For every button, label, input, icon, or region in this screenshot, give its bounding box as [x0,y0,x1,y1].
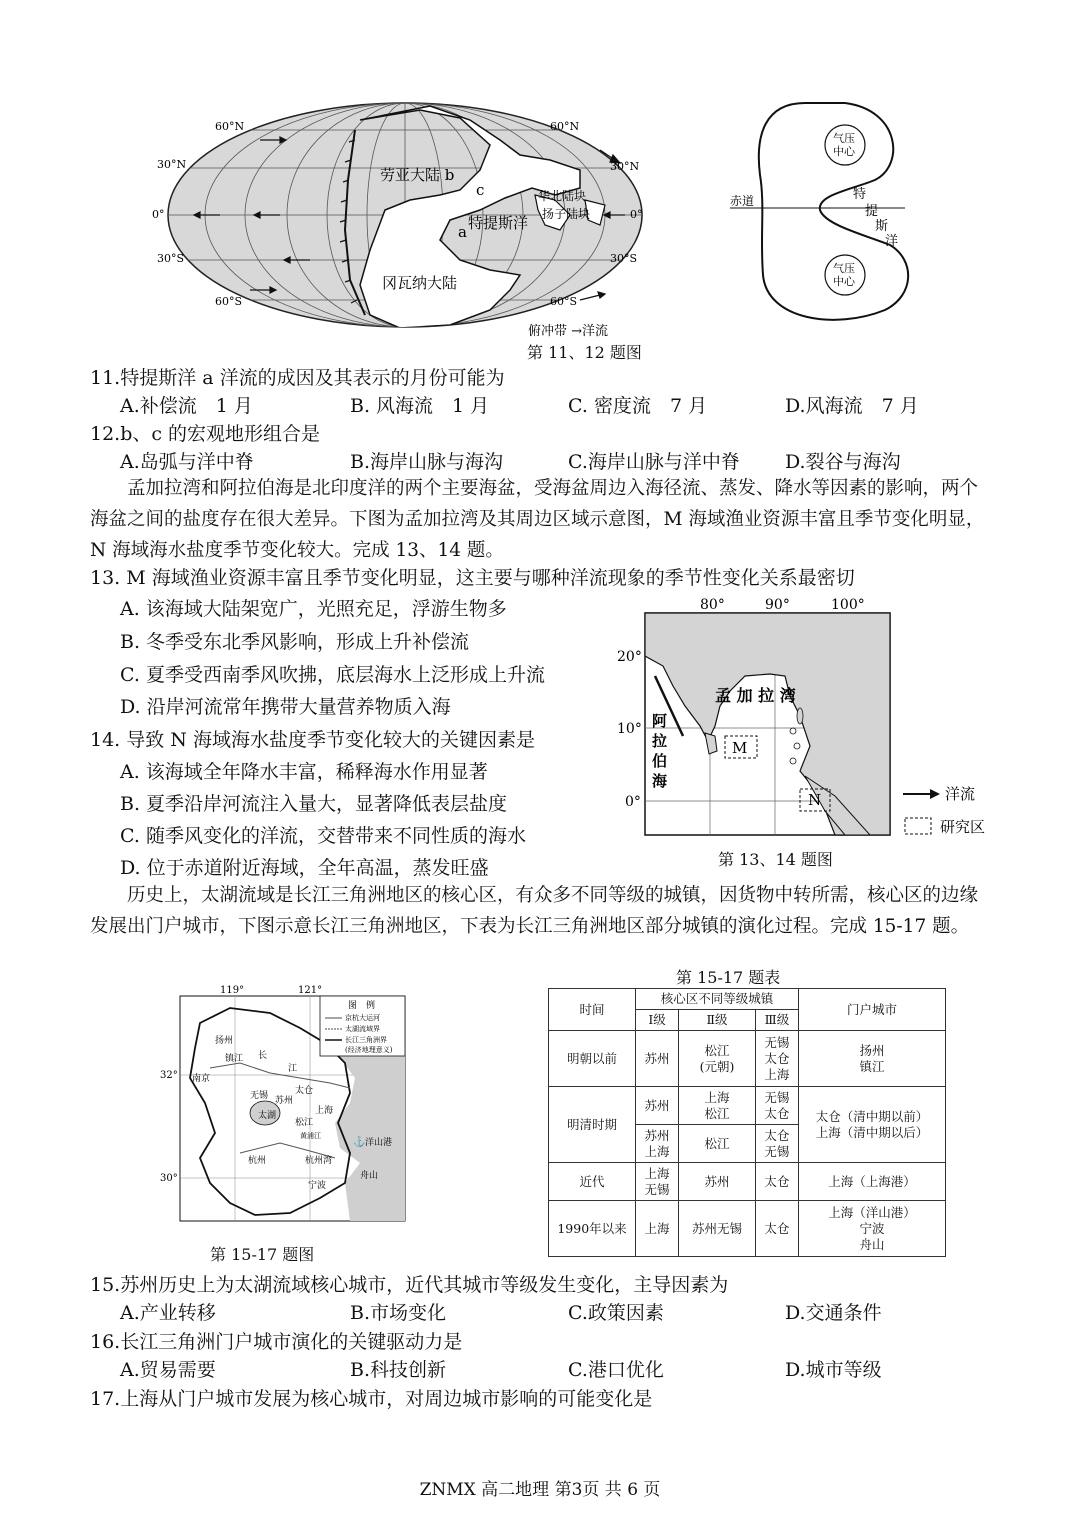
evolution-table [548,988,946,1257]
header-gate: 门户城市 [799,989,946,1031]
lon-100: 100° [831,597,865,613]
q11-option-a[interactable]: A.补偿流 1 月 [120,395,253,417]
arabian-char-1: 阿 [652,712,668,730]
lat-0-right: 0° [630,208,643,221]
r3-gate: 上海（上海港） [799,1163,946,1201]
bay-hangzhou: 杭州湾 [305,1156,333,1166]
q13-stem: 13. M 海域渔业资源丰富且季节变化明显，这主要与哪种洋流现象的季节性变化关系最密切 [90,567,855,589]
city-yangzhou: 扬州 [215,1036,234,1046]
q16-option-b[interactable]: B.科技创新 [350,1359,447,1381]
lat-30s-right: 30°S [610,252,638,265]
legend-study-label: 研究区 [940,818,986,836]
table-caption: 第 15-17 题表 [676,968,781,987]
legend-basin: 太湖流域界 [345,1025,380,1033]
port-yangshan: 洋山港 [365,1138,393,1148]
lat-30: 30° [160,1173,178,1184]
city-nanjing: 南京 [192,1074,211,1084]
arabian-char-2: 拉 [652,732,668,750]
legend-canal: 京杭大运河 [345,1014,380,1022]
legend-delta-note: (经济地理意义) [345,1046,393,1054]
q14-option-d[interactable]: D. 位于赤道附近海域，全年高温，蒸发旺盛 [120,857,489,879]
r3-l1: 上海 无锡 [636,1163,679,1201]
header-level-1: Ⅰ级 [636,1010,679,1031]
pressure-center-bottom-2: 中心 [833,275,855,288]
lat-0-left: 0° [152,208,165,221]
arabian-char-3: 伯 [652,752,668,770]
q11-option-c[interactable]: C. 密度流 7 月 [568,395,708,417]
q16-option-a[interactable]: A.贸易需要 [120,1359,216,1381]
intro-13-14: 孟加拉湾和阿拉伯海是北印度洋的两个主要海盆，受海盆周边入海径流、蒸发、降水等因素的影响，两个海盆之间的盐度存在很大差异。下图为孟加拉湾及其周边区域示意图，M 海域渔业资源丰富且季节变化明显，N 海域海水盐度季节变化较大。完成 13、14 题。 [90,478,985,561]
lake-taihu: 太湖 [258,1111,277,1121]
city-suzhou: 苏州 [275,1096,294,1106]
label-a: a [458,223,467,241]
q16-stem: 16.长江三角洲门户城市演化的关键驱动力是 [90,1331,463,1353]
header-level-3: Ⅲ级 [755,1010,798,1031]
lon-90: 90° [765,597,790,613]
lat-30n-right: 30°N [610,160,640,173]
r1-l2: 松江 (元朝) [679,1031,756,1087]
equator-label: 赤道 [730,194,755,208]
q15-stem: 15.苏州历史上为太湖流域核心城市，近代其城市等级发生变化，主导因素为 [90,1274,729,1296]
header-core: 核心区不同等级城镇 [636,989,799,1010]
q14-option-a[interactable]: A. 该海域全年降水丰富，稀释海水作用显著 [120,761,488,783]
intro-15-17: 历史上，太湖流域是长江三角洲地区的核心区，有众多不同等级的城镇，因货物中转所需，核心区的边缘发展出门户城市，下图示意长江三角洲地区，下表为长江三角洲地区部分城镇的演化过程。完成 15-17 题。 [90,885,979,937]
r2a-l3: 无锡 太仓 [755,1087,798,1125]
r4-time: 1990年以来 [549,1201,636,1257]
q17-stem: 17.上海从门户城市发展为核心城市，对周边城市影响的可能变化是 [90,1388,653,1410]
q15-option-d[interactable]: D.交通条件 [785,1302,882,1324]
r4-l3: 太仓 [755,1201,798,1257]
r2b-l1: 苏州 上海 [636,1125,679,1163]
q13-option-a[interactable]: A. 该海域大陆架宽广，光照充足，浮游生物多 [120,598,507,620]
lat-60s-right: 60°S [550,295,578,308]
pressure-center-top-2: 中心 [833,145,855,158]
q15-option-c[interactable]: C.政策因素 [568,1302,664,1324]
fig3-caption: 第 13、14 题图 [718,850,833,869]
city-shanghai: 上海 [315,1106,334,1116]
pressure-diagram [725,95,925,335]
r1-time: 明朝以前 [549,1031,636,1087]
legend-title: 图 例 [348,1001,376,1011]
lat-30n-left: 30°N [157,158,187,171]
q13-option-c[interactable]: C. 夏季受西南季风吹拂，底层海水上泛形成上升流 [120,664,545,686]
laurasia-label: 劳亚大陆 b [380,166,455,184]
map-legend: 俯冲带 →洋流 [528,324,609,339]
q13-option-b[interactable]: B. 冬季受东北季风影响，形成上升补偿流 [120,631,470,653]
north-china-label: 华北陆块 [538,189,587,203]
r1-l3: 无锡 太仓 上海 [755,1031,798,1087]
lon-80: 80° [700,597,725,613]
legend-delta: 长江三角洲界 [345,1036,387,1044]
r4-l2: 苏州无锡 [679,1201,756,1257]
header-time: 时间 [549,989,636,1031]
q14-option-c[interactable]: C. 随季风变化的洋流，交替带来不同性质的海水 [120,825,526,847]
tethys-char-1: 特 [853,187,867,202]
label-c: c [476,181,485,199]
r1-gate: 扬州 镇江 [799,1031,946,1087]
lat-20: 20° [617,649,642,665]
river-jiang: 江 [288,1064,298,1074]
q12-option-a[interactable]: A.岛弧与洋中脊 [120,451,254,473]
pressure-center-top-1: 气压 [833,132,855,145]
r4-l1: 上海 [636,1201,679,1257]
q11-stem: 11.特提斯洋 a 洋流的成因及其表示的月份可能为 [90,367,505,389]
r3-time: 近代 [549,1163,636,1201]
city-ningbo: 宁波 [308,1181,327,1191]
city-wuxi: 无锡 [250,1091,269,1101]
q12-stem: 12.b、c 的宏观地形组合是 [90,423,321,445]
r2-time: 明清时期 [549,1087,636,1163]
fig1-caption: 第 11、12 题图 [527,343,642,362]
q15-option-b[interactable]: B.市场变化 [350,1302,447,1324]
r3-l3: 太仓 [755,1163,798,1201]
lat-60n-right: 60°N [550,120,580,133]
bay-label: 孟 加 拉 湾 [715,686,796,705]
river-huangpu: 黄浦江 [300,1132,321,1140]
q16-option-c[interactable]: C.港口优化 [568,1359,664,1381]
city-hangzhou: 杭州 [248,1156,267,1166]
lat-60s-left: 60°S [215,295,243,308]
tethys-label: 特提斯洋 [468,214,529,232]
lat-0: 0° [625,794,641,810]
lat-60n-left: 60°N [215,120,245,133]
q14-stem: 14. 导致 N 海域海水盐度季节变化较大的关键因素是 [90,729,535,751]
page-footer: ZNMX 高二地理 第3页 共 6 页 [419,1480,661,1500]
r2-gate: 太仓（清中期以前） 上海（清中期以后） [799,1087,946,1163]
bay-of-bengal-map [605,596,1005,846]
fig4-caption: 第 15-17 题图 [210,1245,315,1264]
lat-10: 10° [617,721,642,737]
gondwana-label: 冈瓦纳大陆 [382,274,458,292]
q12-option-d[interactable]: D.裂谷与海沟 [785,451,901,473]
r2a-l2: 上海 松江 [679,1087,756,1125]
q11-option-d[interactable]: D.风海流 7 月 [785,395,919,417]
q13-option-d[interactable]: D. 沿岸河流常年携带大量营养物质入海 [120,696,451,718]
q16-option-d[interactable]: D.城市等级 [785,1359,882,1381]
tethys-char-3: 斯 [875,219,889,234]
yangtze-delta-map [160,983,410,1238]
q12-option-c[interactable]: C.海岸山脉与洋中脊 [568,451,740,473]
q11-option-b[interactable]: B. 风海流 1 月 [350,395,490,417]
m-label: M [732,739,748,757]
q14-option-b[interactable]: B. 夏季沿岸河流注入量大，显著降低表层盐度 [120,793,508,815]
r2a-l1: 苏州 [636,1087,679,1125]
n-label: N [808,791,822,809]
city-zhenjiang: 镇江 [225,1054,244,1064]
r2b-l3: 太仓 无锡 [755,1125,798,1163]
r4-gate: 上海（洋山港） 宁波 舟山 [799,1201,946,1257]
r2b-l2: 松江 [679,1125,756,1163]
pangaea-map [152,100,650,350]
anchor-icon: ⚓ [353,1137,366,1148]
header-level-2: Ⅱ级 [679,1010,756,1031]
lon-121: 121° [298,985,323,996]
q12-option-b[interactable]: B.海岸山脉与海沟 [350,451,504,473]
lat-30s-left: 30°S [157,252,185,265]
r3-l2: 苏州 [679,1163,756,1201]
city-taicang: 太仓 [295,1086,314,1096]
city-zhoushan: 舟山 [360,1171,379,1181]
r1-l1: 苏州 [636,1031,679,1087]
lon-119: 119° [220,985,245,996]
city-songjiang: 松江 [295,1118,314,1128]
lat-32: 32° [160,1070,178,1081]
arabian-char-4: 海 [652,772,668,790]
q15-option-a[interactable]: A.产业转移 [120,1302,216,1324]
river-chang: 长 [258,1051,268,1061]
tethys-char-2: 提 [865,204,879,219]
legend-current-label: 洋流 [945,785,976,803]
tethys-char-4: 洋 [885,234,899,249]
yangtze-label: 扬子陆块 [542,207,591,221]
pressure-center-bottom-1: 气压 [833,262,855,275]
